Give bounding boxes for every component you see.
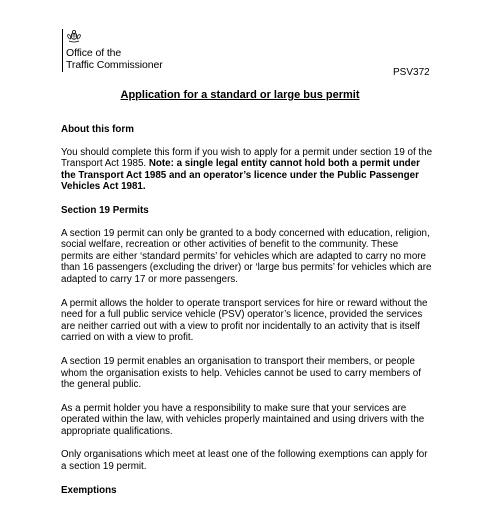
section-19-paragraph-2: A permit allows the holder to operate transport services for hire or reward without the need for a full public service vehicle (PSV) operator’s licence, provided the services are neither carried out with a view to profit nor incidentally to an activity that is itself carried on with a view to profit. (61, 297, 428, 344)
header-divider-line (62, 29, 63, 72)
organisation-name-line-2: Traffic Commissioner (66, 59, 163, 71)
exemptions-heading: Exemptions (61, 484, 117, 496)
royal-coat-of-arms-icon (66, 30, 82, 44)
about-form-text: You should complete this form if you wish to apply for a permit under section 19 of the Transport Act 1985. (61, 146, 433, 170)
organisation-name-line-1: Office of the (66, 47, 122, 59)
section-19-paragraph-1: A section 19 permit can only be granted to a body concerned with education, religion, social welfare, recreation or other activities of benefit to the community. These permits are either ‘standard permits’ for vehicles which are adapted to carry no more than 16 passengers (excluding the driver) or ‘large bus permits’ for vehicles which are adapted to carry 17 or more passengers. (61, 227, 432, 285)
section-19-paragraph-5: Only organisations which meet at least one of the following exemptions can apply for a section 19 permit. (61, 449, 428, 473)
section-19-paragraph-4: As a permit holder you have a responsibility to make sure that your services are operated within the law, with vehicles properly maintained and using drivers with the appropriate qualifications. (61, 402, 425, 437)
about-form-heading: About this form (61, 124, 134, 135)
document-title (0, 89, 480, 102)
section-19-paragraph-3: A section 19 permit enables an organisation to transport their members, or people whom the organisation exists to help. Vehicles cannot be used to carry members of the general public. (61, 355, 421, 391)
about-form-paragraph (61, 147, 433, 193)
organisation-name (66, 47, 163, 71)
document-title-text: Application for a standard or large bus permit (120, 89, 360, 101)
form-code: PSV372 (393, 67, 430, 78)
section-19-heading: Section 19 Permits (61, 204, 149, 216)
document-body (61, 124, 433, 507)
about-form-note: Note: a single legal entity cannot hold both a permit under the Transport Act 1985 and an operator’s licence under the Public Passenger Vehicles Act 1981. (61, 158, 420, 193)
